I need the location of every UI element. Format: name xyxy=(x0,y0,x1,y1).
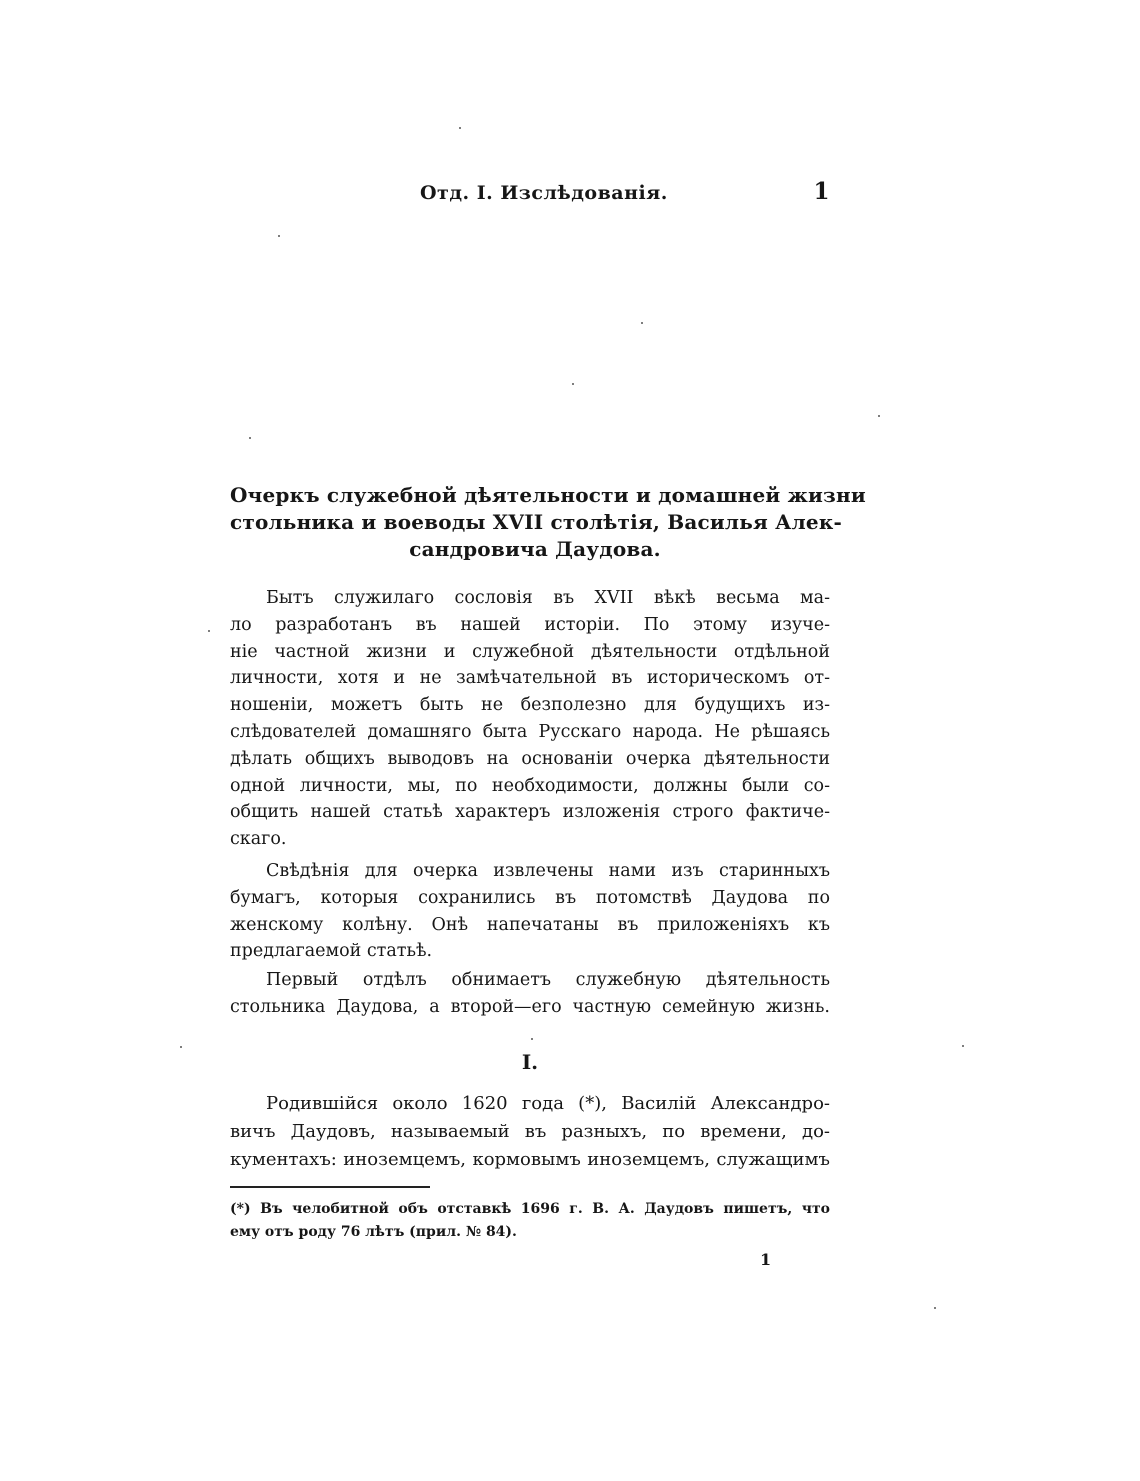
scan-speck xyxy=(249,437,251,439)
text-line: ло разработанъ въ нашей исторіи. По этому изуче- xyxy=(230,614,830,635)
text-line: женскому колѣну. Онѣ напечатаны въ приложеніяхъ къ xyxy=(230,914,830,935)
scan-speck xyxy=(962,1045,964,1047)
article-title xyxy=(230,482,866,563)
text-line: вичъ Даудовъ, называемый въ разныхъ, по времени, до- xyxy=(230,1121,830,1142)
text-line: предлагаемой статьѣ. xyxy=(230,941,433,962)
scan-speck xyxy=(878,415,880,417)
scan-speck xyxy=(934,1307,936,1309)
scan-speck xyxy=(641,322,643,324)
paragraph-1 xyxy=(230,585,830,853)
text-line: ніе частной жизни и служебной дѣятельности отдѣльной xyxy=(230,641,830,662)
text-line: Первый отдѣлъ обнимаетъ служебную дѣятельность xyxy=(266,970,830,990)
text-line: слѣдователей домашняго быта Русскаго народа. Не рѣшаясь xyxy=(230,721,830,742)
chapter-heading: I. xyxy=(521,1050,539,1074)
paragraph-4 xyxy=(230,1090,830,1174)
footnote xyxy=(230,1198,830,1244)
text-line: ношеніи, можетъ быть не безполезно для будущихъ из- xyxy=(230,695,830,716)
running-head xyxy=(230,178,830,210)
footnote-rule xyxy=(230,1186,430,1188)
title-line: Очеркъ служебной дѣятельности и домашней жизни xyxy=(230,483,866,507)
scan-speck xyxy=(572,383,574,385)
text-line: общить нашей статьѣ характеръ изложенія строго фактиче- xyxy=(230,802,830,823)
paragraph-3 xyxy=(230,967,830,1021)
scan-speck xyxy=(278,235,280,237)
text-line: скаго. xyxy=(230,829,287,850)
footnote-line: ему отъ роду 76 лѣтъ (прил. № 84). xyxy=(230,1224,517,1240)
text-line: личности, хотя и не замѣчательной въ историческомъ от- xyxy=(230,668,830,689)
page-number: 1 xyxy=(813,178,830,205)
text-line: одной личности, мы, по необходимости, должны были со- xyxy=(230,775,830,796)
text-line: Родившійся около 1620 года (*), Василій Александро- xyxy=(266,1093,830,1114)
scan-speck xyxy=(208,630,210,632)
text-line: Бытъ служилаго сословія въ XVII вѣкѣ весьма ма- xyxy=(266,588,830,608)
paragraph-2 xyxy=(230,858,830,965)
text-line: кументахъ: иноземцемъ, кормовымъ иноземцемъ, служащимъ xyxy=(230,1149,830,1170)
section-title: Отд. I. Изслѣдованія. xyxy=(420,182,668,204)
title-line: сандровича Даудова. xyxy=(409,537,661,561)
text-line: стольника Даудова, а второй—его частную семейную жизнь. xyxy=(230,996,830,1017)
scan-speck xyxy=(459,127,461,129)
scan-speck xyxy=(180,1046,182,1048)
footnote-line: (*) Въ челобитной объ отставкѣ 1696 г. В. А. Даудовъ пишетъ, что xyxy=(230,1201,830,1217)
text-line: бумагъ, которыя сохранились въ потомствѣ Даудова по xyxy=(230,887,830,908)
title-line: стольника и воеводы XVII столѣтія, Василья Алек- xyxy=(230,510,842,534)
scan-speck xyxy=(531,1038,533,1040)
text-line: дѣлать общихъ выводовъ на основаніи очерка дѣятельности xyxy=(230,748,830,769)
text-line: Свѣдѣнія для очерка извлечены нами изъ старинныхъ xyxy=(266,861,830,881)
signature-mark: 1 xyxy=(760,1250,772,1269)
